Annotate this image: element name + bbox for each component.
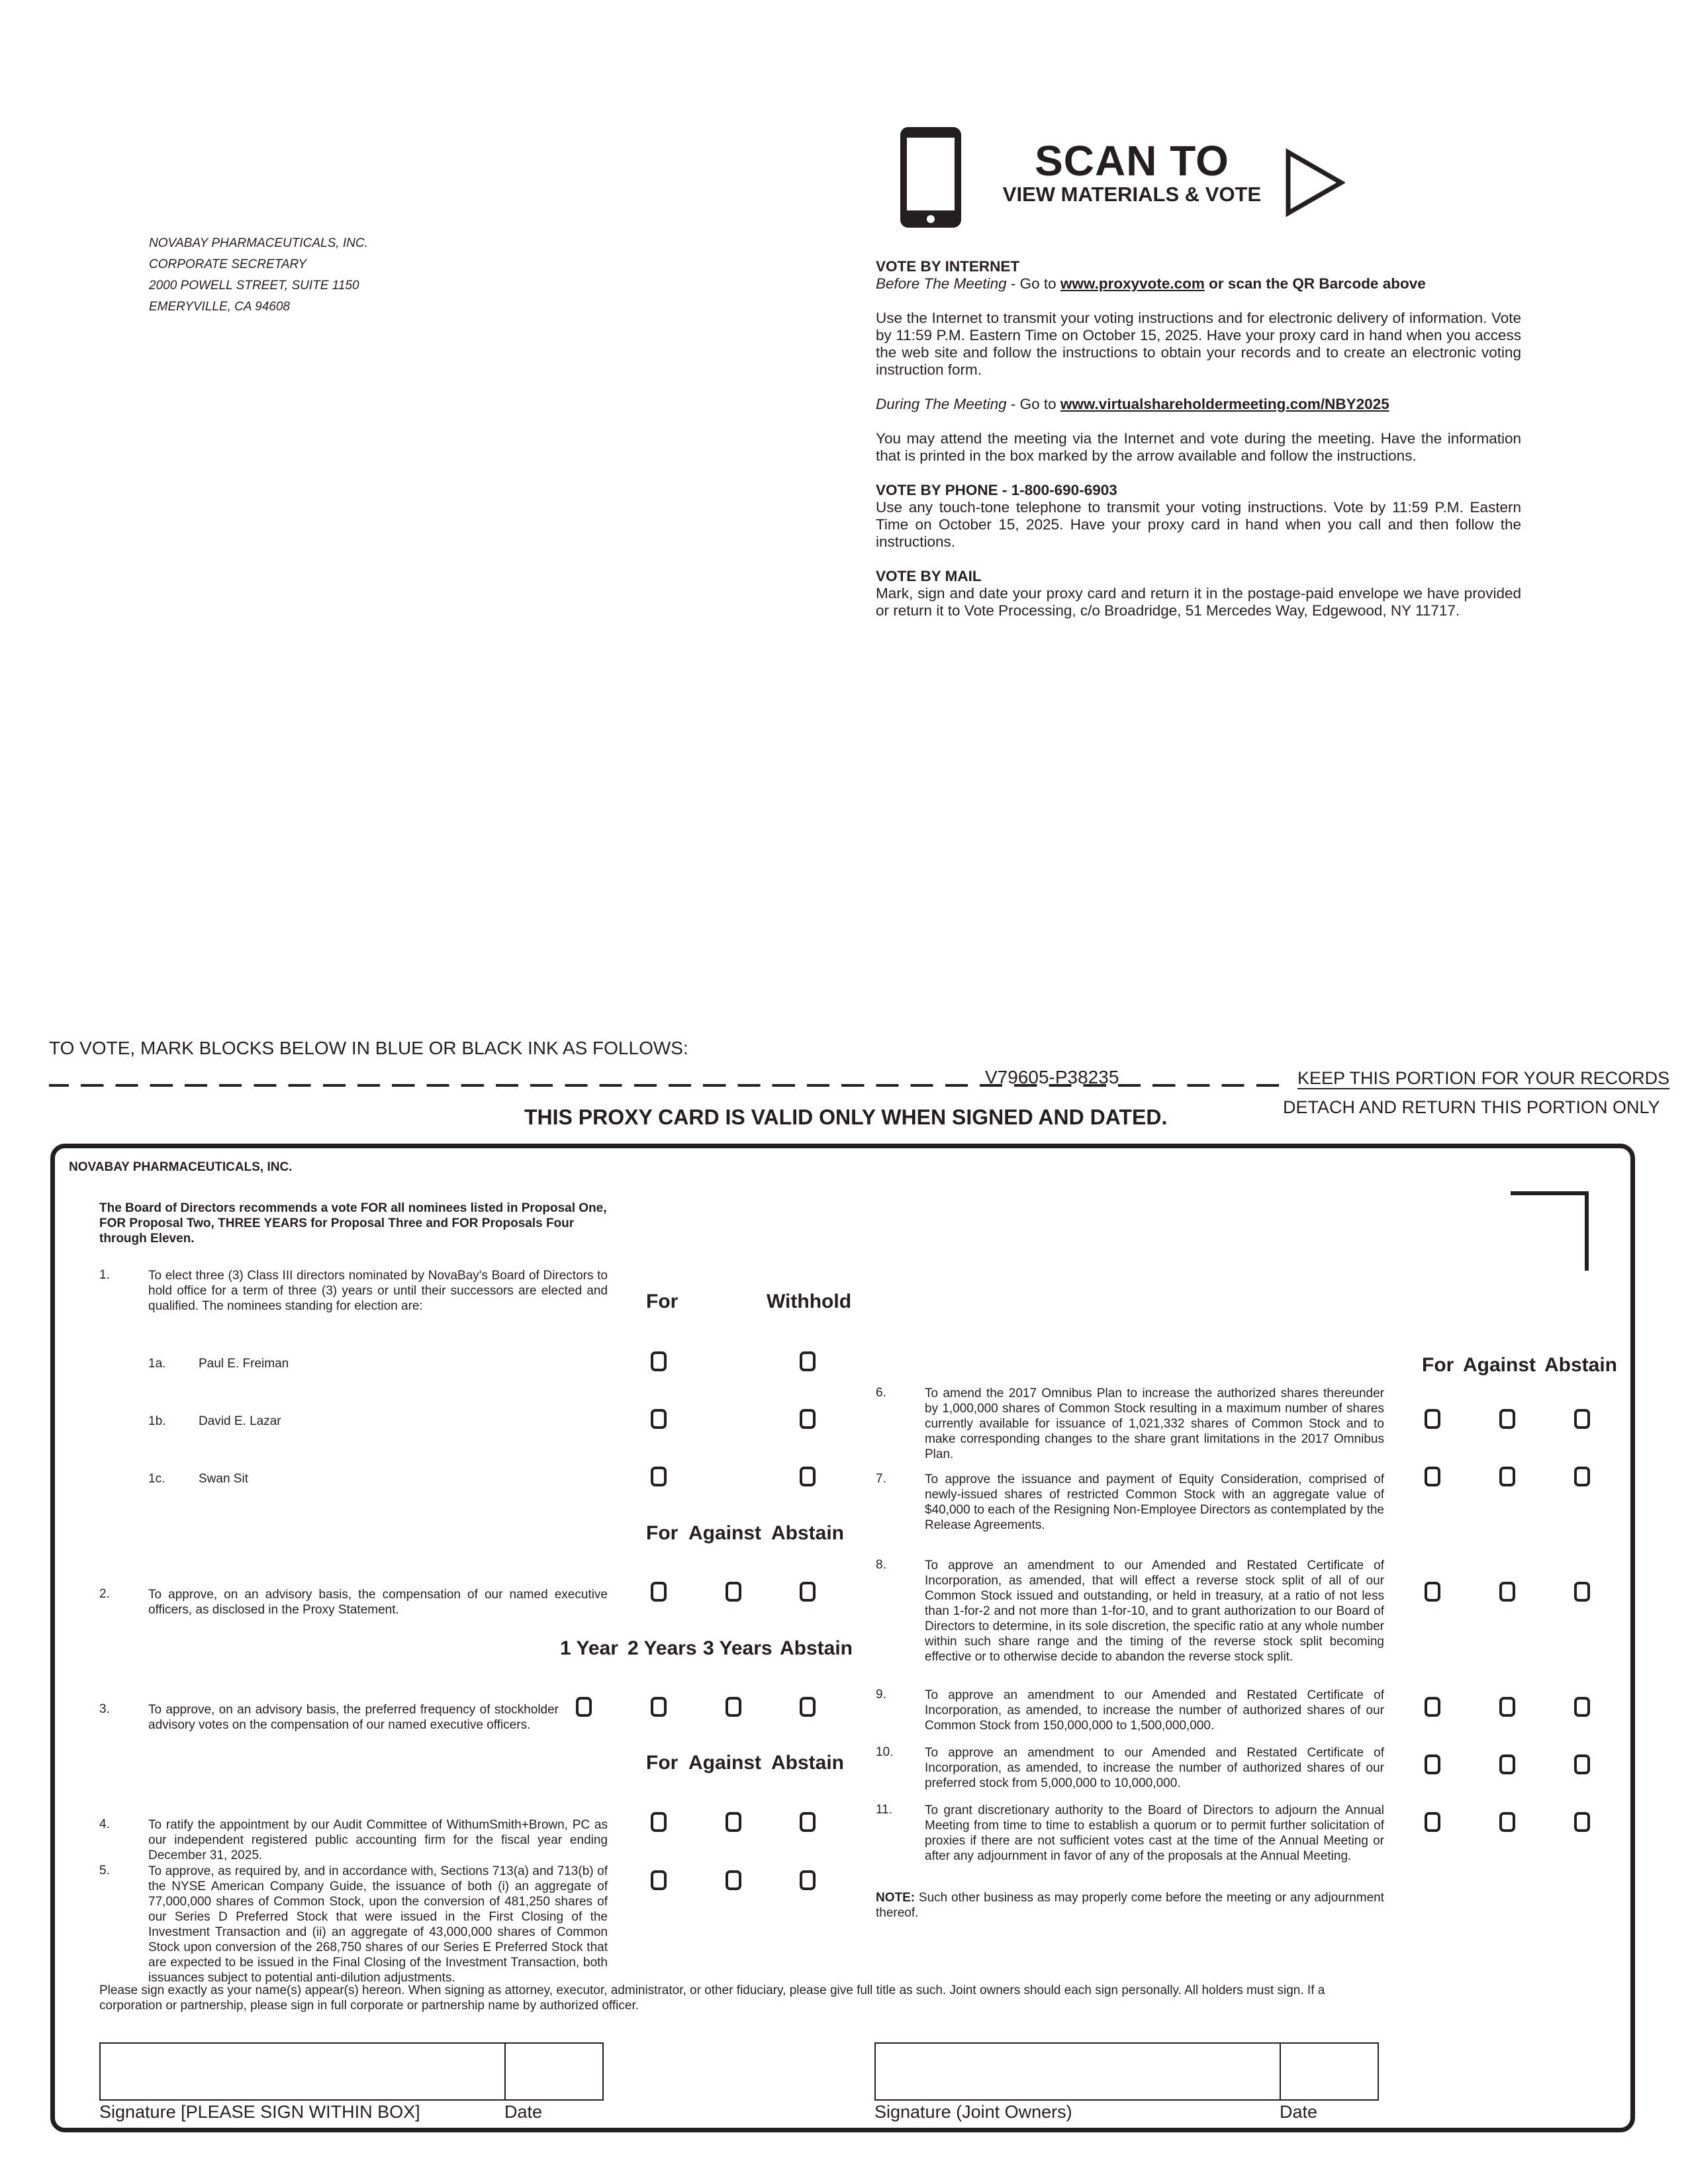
proposal-3-number: 3. — [99, 1702, 110, 1716]
proposal-3-3-years-checkbox[interactable] — [726, 1697, 741, 1717]
play-arrow-icon — [1284, 148, 1345, 217]
board-recommendation: The Board of Directors recommends a vote FOR all nominees listed in Proposal One, FOR Proposal Two, THREE YEARS for Proposal Three and FOR Proposals Four through Eleven. — [99, 1201, 607, 1246]
joint-date-box[interactable] — [1280, 2042, 1379, 2101]
scan-subtitle: VIEW MATERIALS & VOTE — [1002, 183, 1262, 206]
proposal-10-for-checkbox[interactable] — [1425, 1754, 1440, 1774]
scan-to-vote-heading — [986, 139, 1278, 206]
proposal-9-for-checkbox[interactable] — [1425, 1697, 1440, 1717]
signature-box[interactable] — [99, 2042, 506, 2101]
p2-against-header: Against — [688, 1522, 762, 1544]
right-for-header: For — [1422, 1354, 1454, 1376]
proposal-8-abstain-checkbox[interactable] — [1574, 1582, 1590, 1602]
proposal-9-text: To approve an amendment to our Amended and Restated Certificate of Incorporation, as amended, to increase the number of authorized shares of our Common Stock from 150,000,000 to 1,500,000,000. — [925, 1688, 1384, 1733]
proposal-7-for-checkbox[interactable] — [1425, 1467, 1440, 1486]
p4-abstain-header: Abstain — [771, 1752, 845, 1774]
internet-before-text: Use the Internet to transmit your voting instructions and for electronic delivery of information. Vote by 11:59 P.M. Eastern Time on October 15, 2025. Have your proxy card in hand when you access the web site and follow the instructions to obtain your records and to create an electronic voting instruction form. — [876, 310, 1521, 378]
right-abstain-header: Abstain — [1544, 1354, 1618, 1376]
proposal-1-number: 1. — [99, 1268, 110, 1282]
keep-portion-text: KEEP THIS PORTION FOR YOUR RECORDS — [1297, 1068, 1670, 1088]
joint-signature-box[interactable] — [874, 2042, 1281, 2101]
p2-for-header: For — [646, 1522, 679, 1544]
proposal-4-against-checkbox[interactable] — [726, 1812, 741, 1832]
proposal-4-number: 4. — [99, 1817, 110, 1831]
internet-during-text: You may attend the meeting via the Internet and vote during the meeting. Have the information that is printed in the box marked by the arrow available and follow the instructions. — [876, 430, 1521, 464]
signature-date-label: Date — [504, 2102, 543, 2122]
proposal-6-for-checkbox[interactable] — [1425, 1409, 1440, 1429]
valid-notice: THIS PROXY CARD IS VALID ONLY WHEN SIGNED AND DATED. — [524, 1105, 1168, 1129]
nominee-1c-for-checkbox[interactable] — [651, 1467, 667, 1486]
proposal-11-number: 11. — [876, 1803, 893, 1817]
proposal-9-number: 9. — [876, 1688, 886, 1702]
sender-city: EMERYVILLE, CA 94608 — [149, 300, 290, 314]
proposal-1-text: To elect three (3) Class III directors nominated by NovaBay's Board of Directors to hold office for a term of three (3) years or until their successors are elected and qualified. The nominees standing for election are: — [148, 1269, 608, 1313]
proposal-6-text: To amend the 2017 Omnibus Plan to increase the authorized shares thereunder by 1,000,000 shares of Common Stock resulting in a maximum number of shares currently available for issuance of 1,021,332 shares of Common Stock and to make corresponding changes to the share grant limitations in the 2017 Omnibus Plan. — [925, 1387, 1384, 1461]
proposal-4-text: To ratify the appointment by our Audit Committee of WithumSmith+Brown, PC as our independent registered public accounting firm for the fiscal year ending December 31, 2025. — [148, 1818, 608, 1862]
proposal-7-text: To approve the issuance and payment of Equity Consideration, comprised of newly-issued shares of restricted Common Stock with an aggregate value of $40,000 to each of the Resigning Non-Employee Directors as contemplated by the Release Agreements. — [925, 1473, 1384, 1532]
p1-for-header: For — [646, 1291, 679, 1312]
phone-text: Use any touch-tone telephone to transmit your voting instructions. Vote by 11:59 P.M. Eastern Time on October 15, 2025. Have your proxy card in hand when you call and then follow the instructions. — [876, 499, 1521, 550]
nominee-1b-withhold-checkbox[interactable] — [800, 1409, 816, 1429]
proposal-7-abstain-checkbox[interactable] — [1574, 1467, 1590, 1486]
right-against-header: Against — [1463, 1354, 1536, 1376]
during-meeting-label: During The Meeting — [876, 396, 1007, 412]
proposal-8-against-checkbox[interactable] — [1499, 1582, 1515, 1602]
voting-instructions — [876, 258, 1521, 637]
p4-against-header: Against — [688, 1752, 762, 1774]
internet-heading: VOTE BY INTERNET — [876, 258, 1020, 275]
p1-withhold-header: Withhold — [767, 1291, 852, 1312]
proposal-3-abstain-checkbox[interactable] — [800, 1697, 816, 1717]
proposal-11-for-checkbox[interactable] — [1425, 1812, 1440, 1832]
proposal-2-for-checkbox[interactable] — [651, 1582, 667, 1602]
nominee-1b-name: David E. Lazar — [199, 1414, 281, 1428]
registration-corner-mark — [1511, 1191, 1589, 1271]
p2-abstain-header: Abstain — [771, 1522, 845, 1544]
note — [876, 1890, 1384, 1921]
before-go-to: - Go to — [1006, 275, 1060, 292]
mail-heading: VOTE BY MAIL — [876, 568, 982, 584]
proposal-2-number: 2. — [99, 1587, 110, 1601]
p3-2-years-header: 2 Years — [628, 1637, 697, 1659]
proposal-11-text: To grant discretionary authority to the Board of Directors to adjourn the Annual Meeting from time to time to establish a quorum or to permit further solicitation of proxies if there are not sufficient votes cast at the time of the Annual Meeting or after any adjournment in favor of any of the proposals at the Annual Meeting. — [925, 1803, 1384, 1863]
proposal-8-text: To approve an amendment to our Amended and Restated Certificate of Incorporation, as amended, that will effect a reverse stock split of all of our Common Stock issued and outstanding, or held in treasury, at a ratio of not less than 1-for-2 and not more than 1-for-10, and to grant authorization to our Board of Directors to determine, in its sole discretion, the specific ratio at any whole number within such share range and the timing of the reverse stock split becoming effective or to otherwise decide to abandon the reverse stock split. — [925, 1559, 1384, 1664]
signature-label: Signature [PLEASE SIGN WITHIN BOX] — [99, 2102, 420, 2122]
nominee-1b-for-checkbox[interactable] — [651, 1409, 667, 1429]
card-company: NOVABAY PHARMACEUTICALS, INC. — [69, 1160, 293, 1174]
during-go-to: - Go to — [1006, 396, 1060, 412]
proposal-10-against-checkbox[interactable] — [1499, 1754, 1515, 1774]
proxyvote-link[interactable]: www.proxyvote.com — [1060, 275, 1205, 292]
proposal-7-against-checkbox[interactable] — [1499, 1467, 1515, 1486]
proposal-2-against-checkbox[interactable] — [726, 1582, 741, 1602]
proposal-5-for-checkbox[interactable] — [651, 1870, 667, 1890]
nominee-1a-withhold-checkbox[interactable] — [800, 1351, 816, 1371]
sender-dept: CORPORATE SECRETARY — [149, 257, 307, 271]
signature-instructions: Please sign exactly as your name(s) appear(s) hereon. When signing as attorney, executor, administrator, or other fiduciary, please give full title as such. Joint owners should each sign personally. All holders must sign. If a corporation or partnership, please sign in full corporate or partnership name by authorized officer. — [99, 1983, 1325, 2013]
scan-title: SCAN TO — [1035, 137, 1229, 185]
before-meeting-label: Before The Meeting — [876, 275, 1007, 292]
detach-line — [49, 1084, 1291, 1087]
proposal-3-1-year-checkbox[interactable] — [576, 1697, 592, 1717]
proposal-6-against-checkbox[interactable] — [1499, 1409, 1515, 1429]
nominee-1a-number: 1a. — [148, 1357, 166, 1371]
nominee-1a-name: Paul E. Freiman — [199, 1357, 289, 1371]
proposal-5-against-checkbox[interactable] — [726, 1870, 741, 1890]
nominee-1c-number: 1c. — [148, 1472, 165, 1486]
note-label: NOTE: — [876, 1891, 915, 1905]
proposal-5-number: 5. — [99, 1864, 110, 1878]
control-number: V79605-P38235 — [985, 1067, 1119, 1087]
nominee-1c-withhold-checkbox[interactable] — [800, 1467, 816, 1486]
proposal-9-against-checkbox[interactable] — [1499, 1697, 1515, 1717]
proposal-6-abstain-checkbox[interactable] — [1574, 1409, 1590, 1429]
proposal-10-text: To approve an amendment to our Amended and Restated Certificate of Incorporation, as amended, to increase the number of authorized shares of our preferred stock from 5,000,000 to 10,000,000. — [925, 1746, 1384, 1790]
p3-3-years-header: 3 Years — [703, 1637, 773, 1659]
detach-portion-text: DETACH AND RETURN THIS PORTION ONLY — [1283, 1097, 1660, 1117]
p4-for-header: For — [646, 1752, 679, 1774]
sender-street: 2000 POWELL STREET, SUITE 1150 — [149, 279, 359, 293]
sender-address — [149, 233, 368, 318]
before-qr-text: or scan the QR Barcode above — [1204, 275, 1426, 292]
proposal-8-for-checkbox[interactable] — [1425, 1582, 1440, 1602]
smartphone-icon — [898, 124, 964, 230]
signature-date-box[interactable] — [504, 2042, 604, 2101]
proposal-3-2-years-checkbox[interactable] — [651, 1697, 667, 1717]
proposal-11-against-checkbox[interactable] — [1499, 1812, 1515, 1832]
joint-signature-label: Signature (Joint Owners) — [874, 2102, 1072, 2122]
proposal-2-abstain-checkbox[interactable] — [800, 1582, 816, 1602]
nominee-1a-for-checkbox[interactable] — [651, 1351, 667, 1371]
proposal-2-text: To approve, on an advisory basis, the compensation of our named executive officers, as disclosed in the Proxy Statement. — [148, 1588, 608, 1617]
proposal-3-text: To approve, on an advisory basis, the preferred frequency of stockholder advisory votes on the compensation of our named executive officers. — [148, 1703, 559, 1732]
proposal-7-number: 7. — [876, 1472, 886, 1486]
proposal-11-abstain-checkbox[interactable] — [1574, 1812, 1590, 1832]
mail-text: Mark, sign and date your proxy card and return it in the postage-paid envelope we have provided or return it to Vote Processing, c/o Broadridge, 51 Mercedes Way, Edgewood, NY 11717. — [876, 585, 1521, 619]
joint-date-label: Date — [1280, 2102, 1318, 2122]
phone-heading: VOTE BY PHONE - 1-800-690-6903 — [876, 482, 1117, 498]
virtual-meeting-link[interactable]: www.virtualshareholdermeeting.com/NBY2025 — [1060, 396, 1389, 412]
proposal-4-for-checkbox[interactable] — [651, 1812, 667, 1832]
sender-company: NOVABAY PHARMACEUTICALS, INC. — [149, 236, 368, 250]
proposal-6-number: 6. — [876, 1386, 886, 1400]
nominee-1b-number: 1b. — [148, 1414, 166, 1428]
proposal-5-abstain-checkbox[interactable] — [800, 1870, 816, 1890]
p3-abstain-header: Abstain — [780, 1637, 853, 1659]
p3-1-year-header: 1 Year — [560, 1637, 618, 1659]
note-text: Such other business as may properly come before the meeting or any adjournment thereof. — [876, 1891, 1384, 1920]
mark-instructions: TO VOTE, MARK BLOCKS BELOW IN BLUE OR BLACK INK AS FOLLOWS: — [49, 1038, 688, 1058]
nominee-1c-name: Swan Sit — [199, 1472, 248, 1486]
proposal-10-number: 10. — [876, 1745, 894, 1759]
proposal-5-text: To approve, as required by, and in accordance with, Sections 713(a) and 713(b) of the NYSE American Company Guide, the issuance of both (i) an aggregate of 77,000,000 shares of Common Stock, upon the conversion of 481,250 shares of our Series D Preferred Stock that were issued in the First Closing of the Investment Transaction and (ii) an aggregate of 43,000,000 shares of Common Stock upon conversion of the 268,750 shares of our Series E Preferred Stock that are expected to be issued in the Final Closing of the Investment Transaction, both issuances subject to potential anti-dilution adjustments. — [148, 1864, 608, 1985]
proposal-10-abstain-checkbox[interactable] — [1574, 1754, 1590, 1774]
proposal-9-abstain-checkbox[interactable] — [1574, 1697, 1590, 1717]
proposal-4-abstain-checkbox[interactable] — [800, 1812, 816, 1832]
proposal-8-number: 8. — [876, 1558, 886, 1572]
